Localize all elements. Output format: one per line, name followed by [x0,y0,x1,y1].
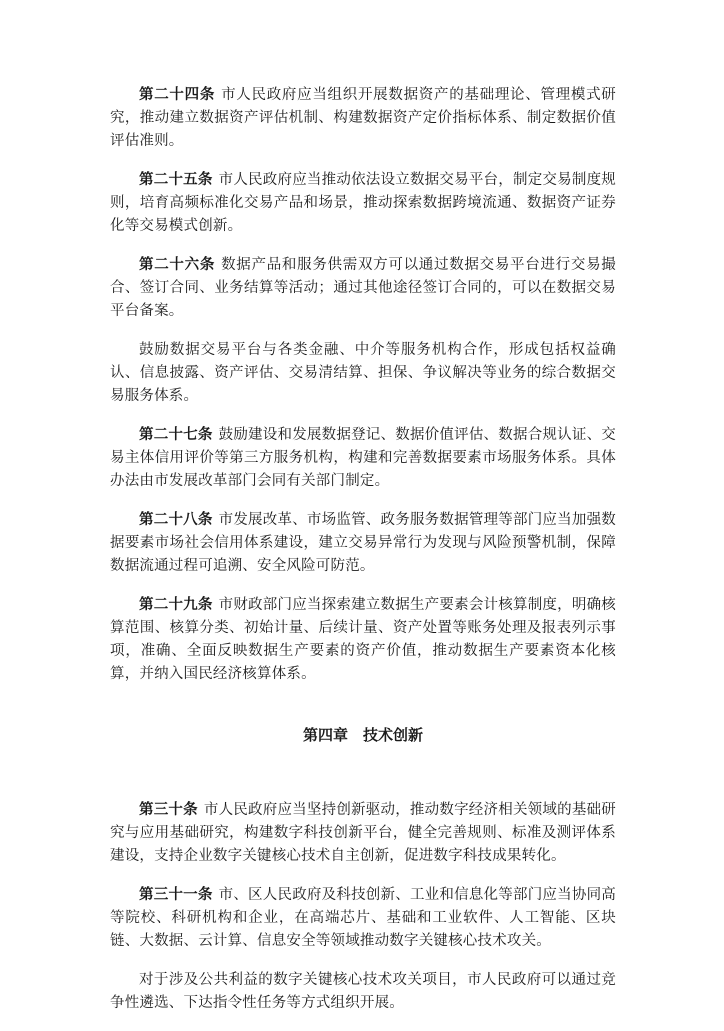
article-number: 第二十五条 [139,172,213,188]
article-number: 第二十七条 [139,427,213,443]
paragraph-text: 鼓励数据交易平台与各类金融、中介等服务机构合作，形成包括权益确认、信息披露、资产评估、交易清结算、担保、争议解决等业务的综合数据交易服务体系。 [110,342,616,404]
article-29 [110,594,616,686]
article-number: 第二十九条 [139,597,213,613]
article-26-paragraph-2 [110,339,616,408]
article-number: 第三十条 [139,802,198,818]
article-text: 市人民政府应当组织开展数据资产的基础理论、管理模式研究，推动建立数据资产评估机制、构建数据资产定价指标体系、制定数据价值评估准则。 [110,87,617,149]
article-number: 第二十六条 [139,257,216,273]
article-text: 市、区人民政府及科技创新、工业和信息化等部门应当协同高等院校、科研机构和企业，在高端芯片、基础和工业软件、人工智能、区块链、大数据、云计算、信息安全等领域推动数字关键核心技术攻关。 [110,887,617,949]
article-25 [110,169,616,238]
article-number: 第三十一条 [139,887,213,903]
article-31-paragraph-2 [110,969,616,1015]
article-number: 第二十八条 [139,512,213,528]
article-28 [110,509,616,578]
article-text: 市财政部门应当探索建立数据生产要素会计核算制度，明确核算范围、核算分类、初始计量、后续计量、资产处置等账务处理及报表列示事项，准确、全面反映数据生产要素的资产价值，推动数据生产要素资本化核算，并纳入国民经济核算体系。 [110,597,617,682]
article-text: 数据产品和服务供需双方可以通过数据交易平台进行交易撮合、签订合同、业务结算等活动；通过其他途径签订合同的，可以在数据交易平台备案。 [110,257,617,319]
article-26 [110,254,616,323]
article-number: 第二十四条 [139,87,216,103]
article-text: 市人民政府应当推动依法设立数据交易平台，制定交易制度规则，培育高频标准化交易产品和场景，推动探索数据跨境流通、数据资产证券化等交易模式创新。 [110,172,617,234]
article-31 [110,884,616,953]
document-page [110,84,616,1031]
paragraph-text: 对于涉及公共利益的数字关键核心技术攻关项目，市人民政府可以通过竞争性遴选、下达指令性任务等方式组织开展。 [110,972,616,1011]
chapter-title: 第四章 技术创新 [302,726,423,744]
article-30 [110,799,616,868]
article-text: 市人民政府应当坚持创新驱动，推动数字经济相关领域的基础研究与应用基础研究，构建数字科技创新平台，健全完善规则、标准及测评体系建设，支持企业数字关键核心技术自主创新，促进数字科技成果转化。 [110,802,616,864]
article-24 [110,84,616,153]
article-text: 市发展改革、市场监管、政务服务数据管理等部门应当加强数据要素市场社会信用体系建设，建立交易异常行为发现与风险预警机制，保障数据流通过程可追溯、安全风险可防范。 [110,512,617,574]
article-27 [110,424,616,493]
article-text: 鼓励建设和发展数据登记、数据价值评估、数据合规认证、交易主体信用评价等第三方服务机构，构建和完善数据要素市场服务体系。具体办法由市发展改革部门会同有关部门制定。 [110,427,617,489]
